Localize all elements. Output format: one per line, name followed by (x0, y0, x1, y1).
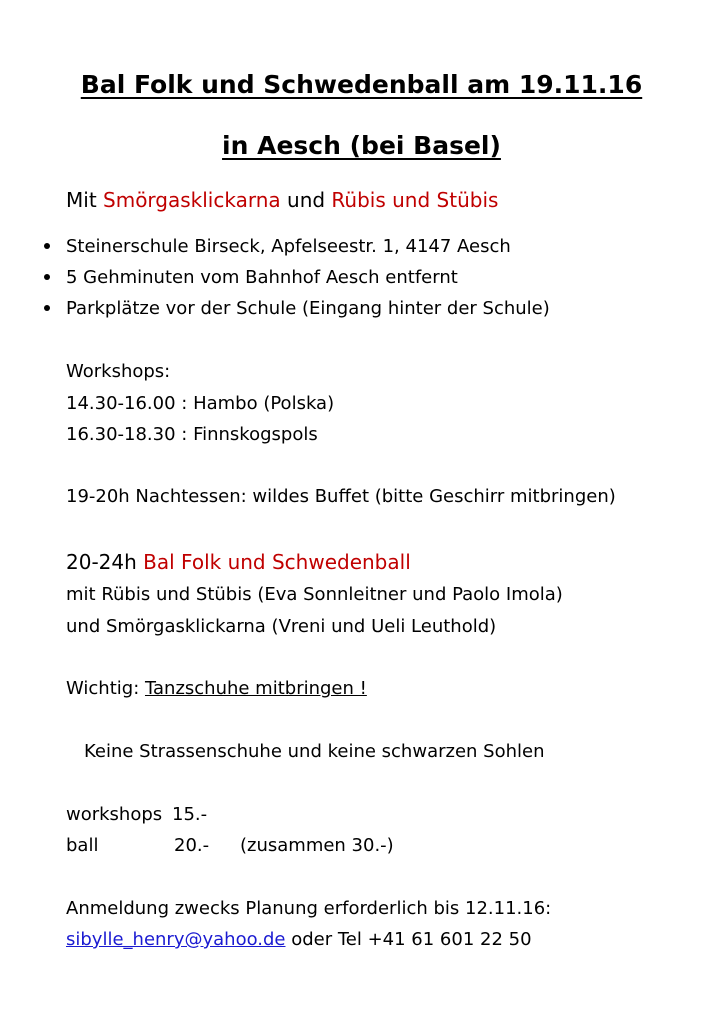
bullet-text: Steinerschule Birseck, Apfelseestr. 1, 4147 Aesch (66, 236, 511, 257)
ball-name: Bal Folk und Schwedenball (143, 550, 411, 574)
price-workshops-row (66, 804, 207, 825)
price-workshops-value: 15.- (172, 804, 208, 825)
bullet-dot-icon (44, 305, 50, 311)
workshop-item: 14.30-16.00 : Hambo (Polska) (66, 393, 335, 414)
bullet-item (44, 234, 550, 265)
workshop-item: 16.30-18.30 : Finnskogspols (66, 424, 318, 445)
intro-prefix: Mit (66, 188, 104, 212)
bullet-dot-icon (44, 243, 50, 249)
phone-text: oder Tel +41 61 601 22 50 (285, 929, 532, 950)
important-label: Wichtig: (66, 678, 145, 699)
important-line (66, 678, 367, 699)
dinner-line: 19-20h Nachtessen: wildes Buffet (bitte Geschirr mitbringen) (66, 486, 616, 507)
bullet-item (44, 265, 550, 296)
email-link[interactable]: sibylle_henry@yahoo.de (66, 929, 286, 950)
title-line-1: Bal Folk und Schwedenball am 19.11.16 (80, 70, 643, 99)
bullet-text: 5 Gehminuten vom Bahnhof Aesch entfernt (66, 267, 458, 288)
price-combined: (zusammen 30.-) (240, 835, 394, 856)
bullet-dot-icon (44, 274, 50, 280)
price-ball-row (66, 835, 394, 856)
ball-line-1: mit Rübis und Stübis (Eva Sonnleitner und Paolo Imola) (66, 584, 563, 605)
contact-line (66, 929, 532, 950)
workshops-heading: Workshops: (66, 361, 171, 382)
important-text: Tanzschuhe mitbringen ! (144, 678, 367, 699)
band-smorgasklickarna: Smörgasklickarna (103, 188, 281, 212)
registration-text: Anmeldung zwecks Planung erforderlich bis 12.11.16: (66, 898, 552, 919)
title-line-2: in Aesch (bei Basel) (222, 131, 501, 160)
ball-line-2: und Smörgasklickarna (Vreni und Ueli Leuthold) (66, 616, 497, 637)
bullet-item (44, 296, 550, 327)
intro-line (66, 188, 498, 212)
band-rubis-stubis: Rübis und Stübis (331, 188, 499, 212)
price-ball-value: 20.- (174, 835, 210, 856)
intro-conj: und (280, 188, 332, 212)
shoes-note: Keine Strassenschuhe und keine schwarzen Sohlen (84, 741, 545, 762)
price-ball-label: ball (66, 835, 99, 856)
ball-time: 20-24h (66, 550, 144, 574)
price-workshops-label: workshops (66, 804, 163, 825)
ball-heading (66, 550, 411, 574)
info-bullet-list (44, 234, 550, 327)
bullet-text: Parkplätze vor der Schule (Eingang hinter der Schule) (66, 298, 550, 319)
